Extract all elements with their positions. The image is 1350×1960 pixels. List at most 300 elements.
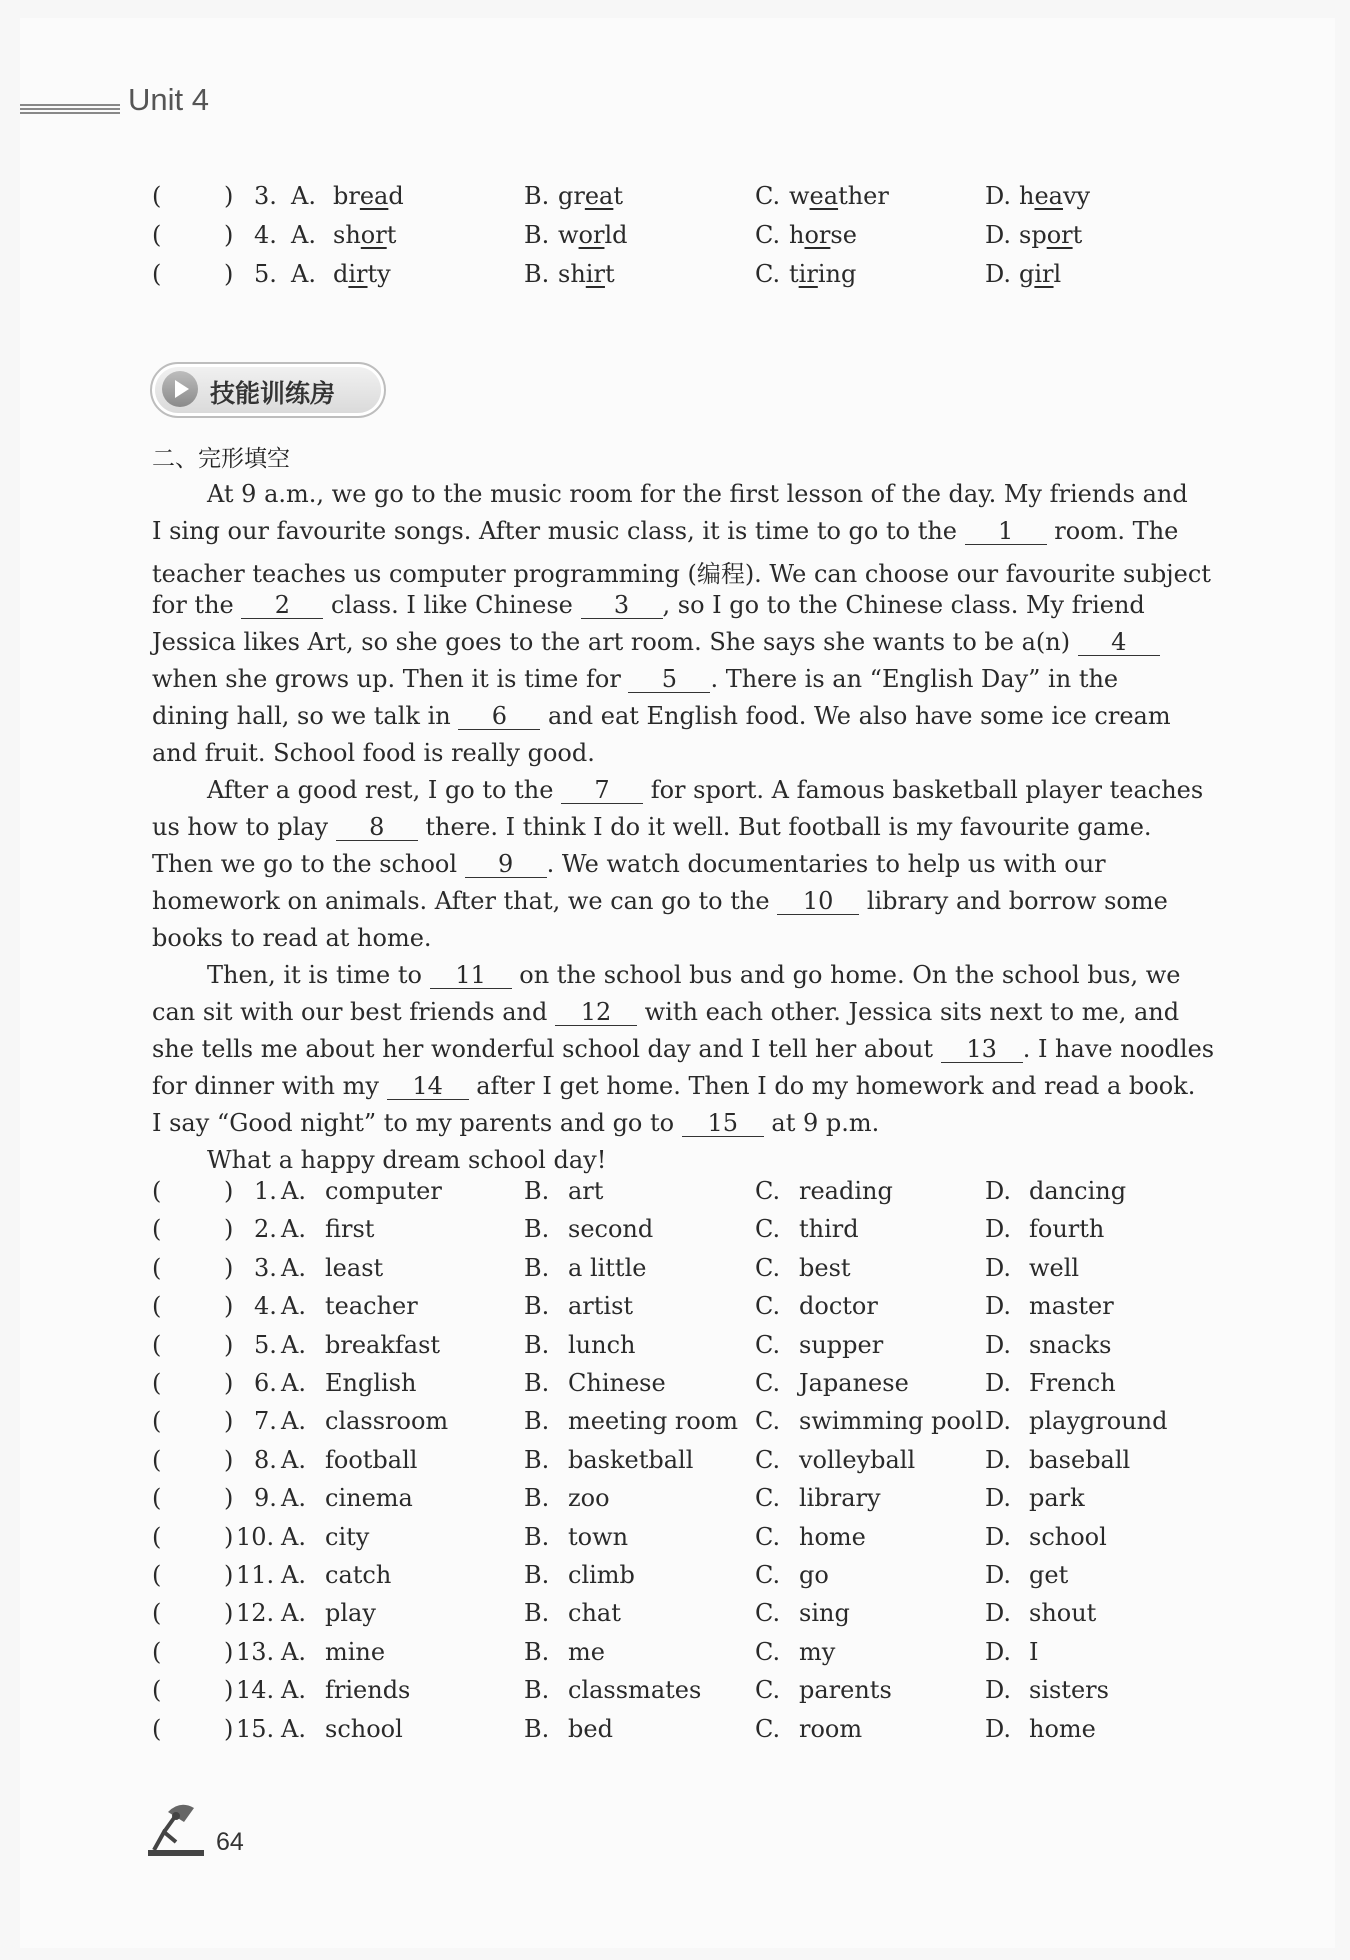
- option-text: meeting room: [568, 1407, 739, 1436]
- option-letter: A.: [281, 1714, 306, 1743]
- word-part: w: [558, 221, 579, 249]
- option-letter: C.: [755, 1445, 781, 1474]
- answer-paren-close: ): [224, 1407, 234, 1436]
- option-letter: A.: [281, 1253, 306, 1282]
- passage-line: when she grows up. Then it is time for 5 . There is an “English Day” in the: [152, 665, 1119, 693]
- passage-line: Then, it is time to 11 on the school bus and go home. On the school bus, we: [207, 961, 1181, 989]
- option-b[interactable]: [524, 1254, 646, 1282]
- option-d[interactable]: [985, 1638, 1038, 1666]
- option-text: swimming pool: [799, 1407, 984, 1436]
- option-letter: B.: [524, 1253, 550, 1282]
- word-part: t: [613, 182, 624, 210]
- option-letter: B.: [524, 221, 550, 249]
- option-letter: A.: [281, 1292, 306, 1321]
- word-part: t: [386, 221, 397, 249]
- option-letter: A.: [281, 1330, 306, 1359]
- passage-line: homework on animals. After that, we can go to the 10 library and borrow some: [152, 887, 1168, 915]
- blank[interactable]: 5: [628, 666, 710, 693]
- answer-paren-open[interactable]: (: [152, 1676, 162, 1705]
- option-row: [0, 1254, 1350, 1288]
- blank[interactable]: 2: [241, 592, 323, 619]
- option-a[interactable]: [281, 1715, 403, 1743]
- answer-paren-open[interactable]: (: [152, 1522, 162, 1551]
- option-letter: B.: [524, 1177, 550, 1205]
- option-text: Japanese: [799, 1369, 909, 1397]
- underlined-letters: or: [1046, 221, 1073, 249]
- word-part: t: [1072, 221, 1083, 249]
- option-c[interactable]: [755, 1638, 835, 1666]
- passage-line: At 9 a.m., we go to the music room for the first lesson of the day. My friends and: [207, 480, 1188, 508]
- option-c[interactable]: [755, 1561, 829, 1589]
- option-text: go: [799, 1561, 829, 1589]
- answer-paren-open[interactable]: (: [152, 1561, 162, 1589]
- passage-line: Then we go to the school 9 . We watch documentaries to help us with our: [152, 850, 1106, 878]
- option-a: [291, 260, 391, 288]
- option-a[interactable]: [281, 1407, 448, 1435]
- option-text: football: [325, 1445, 418, 1474]
- word-part: l: [1053, 260, 1062, 288]
- option-c[interactable]: [755, 1292, 878, 1320]
- option-row: [0, 1446, 1350, 1480]
- underlined-letters: ea: [584, 182, 614, 210]
- question-number: 9.: [254, 1484, 277, 1513]
- underlined-letters: or: [578, 221, 605, 249]
- blank[interactable]: 11: [430, 962, 512, 989]
- option-row: [0, 1638, 1350, 1672]
- option-d[interactable]: [985, 1523, 1107, 1551]
- option-b: [524, 182, 623, 210]
- option-a[interactable]: [281, 1484, 413, 1512]
- option-text: my: [799, 1637, 836, 1666]
- option-text: teacher: [325, 1292, 418, 1321]
- passage-line: and fruit. School food is really good.: [152, 739, 595, 767]
- option-c: [755, 260, 856, 288]
- option-a[interactable]: [281, 1523, 369, 1551]
- option-text: room: [799, 1714, 863, 1743]
- passage-line: books to read at home.: [152, 924, 432, 952]
- option-c[interactable]: [755, 1407, 983, 1435]
- option-letter: C.: [755, 1215, 781, 1244]
- option-text: parents: [799, 1676, 892, 1705]
- option-text: snacks: [1029, 1330, 1112, 1359]
- option-letter: C.: [755, 1292, 781, 1321]
- option-c[interactable]: [755, 1715, 862, 1743]
- answer-paren-close: ): [224, 1177, 234, 1205]
- option-c[interactable]: [755, 1369, 909, 1397]
- option-text: zoo: [568, 1484, 610, 1513]
- option-letter: D.: [985, 1215, 1012, 1244]
- option-text: artist: [568, 1292, 634, 1321]
- option-letter: C.: [755, 1714, 781, 1743]
- option-letter: A.: [291, 260, 316, 288]
- option-text: lunch: [568, 1330, 636, 1359]
- option-letter: B.: [524, 1292, 550, 1321]
- option-letter: B.: [524, 1561, 550, 1589]
- answer-paren-open[interactable]: (: [152, 221, 162, 249]
- option-letter: A.: [281, 1561, 306, 1589]
- option-d[interactable]: [985, 1254, 1079, 1282]
- answer-paren-close: ): [224, 1215, 234, 1244]
- option-letter: A.: [281, 1407, 306, 1436]
- option-c[interactable]: [755, 1676, 892, 1704]
- option-b[interactable]: [524, 1638, 605, 1666]
- option-letter: D.: [985, 1714, 1012, 1743]
- option-d[interactable]: [985, 1561, 1068, 1589]
- option-text: best: [799, 1253, 851, 1282]
- option-c[interactable]: [755, 1215, 859, 1243]
- option-c: [755, 182, 889, 210]
- option-d[interactable]: [985, 1331, 1111, 1359]
- option-d[interactable]: [985, 1484, 1085, 1512]
- option-row: [0, 1715, 1350, 1749]
- option-letter: D.: [985, 1177, 1012, 1205]
- word-part: sh: [333, 221, 361, 249]
- option-letter: A.: [281, 1369, 306, 1397]
- play-icon: [162, 371, 198, 407]
- option-letter: D.: [985, 221, 1012, 249]
- answer-paren-open[interactable]: (: [152, 1714, 162, 1743]
- option-letter: D.: [985, 1522, 1012, 1551]
- option-c[interactable]: [755, 1599, 850, 1627]
- section-title: 二、完形填空: [152, 446, 290, 472]
- option-b[interactable]: [524, 1331, 636, 1359]
- option-c[interactable]: [755, 1446, 915, 1474]
- question-number: 11.: [236, 1561, 275, 1589]
- underlined-letters: ir: [585, 260, 605, 288]
- word-part: ty: [367, 260, 391, 288]
- blank[interactable]: 7: [561, 777, 643, 804]
- option-b: [524, 260, 615, 288]
- option-text: well: [1029, 1253, 1080, 1282]
- option-text: basketball: [568, 1445, 694, 1474]
- option-text: classroom: [325, 1407, 449, 1436]
- passage-line: I sing our favourite songs. After music class, it is time to go to the 1 room. The: [152, 517, 1179, 545]
- option-text: library: [799, 1484, 881, 1513]
- option-text: school: [325, 1714, 403, 1743]
- question-row: [0, 260, 1350, 294]
- option-d[interactable]: [985, 1407, 1167, 1435]
- answer-paren-open[interactable]: (: [152, 1177, 162, 1205]
- option-d[interactable]: [985, 1676, 1109, 1704]
- underlined-letters: or: [804, 221, 831, 249]
- option-a[interactable]: [281, 1446, 417, 1474]
- option-a[interactable]: [281, 1561, 391, 1589]
- option-a: [291, 221, 396, 249]
- question-number: 7.: [254, 1407, 277, 1436]
- question-number: 2.: [254, 1215, 277, 1244]
- option-b[interactable]: [524, 1292, 633, 1320]
- option-a[interactable]: [281, 1177, 442, 1205]
- option-a[interactable]: [281, 1331, 440, 1359]
- unit-title: Unit 4: [128, 82, 209, 117]
- option-text: I: [1029, 1637, 1039, 1666]
- answer-paren-close: ): [224, 221, 234, 249]
- option-letter: D.: [985, 1637, 1012, 1666]
- option-text: sing: [799, 1599, 850, 1628]
- option-text: Chinese: [568, 1369, 666, 1397]
- desk-lamp-icon: [146, 1800, 206, 1858]
- option-b[interactable]: [524, 1215, 653, 1243]
- passage-line: I say “Good night” to my parents and go to 15 at 9 p.m.: [152, 1109, 880, 1137]
- option-a[interactable]: [281, 1676, 410, 1704]
- option-letter: D.: [985, 260, 1012, 288]
- blank[interactable]: 4: [1078, 629, 1160, 656]
- word-part: t: [789, 260, 799, 288]
- option-b[interactable]: [524, 1715, 613, 1743]
- option-text: breakfast: [325, 1330, 441, 1359]
- option-letter: B.: [524, 1369, 550, 1397]
- option-a[interactable]: [281, 1292, 418, 1320]
- option-text: dancing: [1029, 1177, 1127, 1205]
- option-letter: B.: [524, 182, 550, 210]
- word-part: w: [789, 182, 810, 210]
- answer-paren-open[interactable]: (: [152, 1484, 162, 1513]
- blank[interactable]: 3: [581, 592, 663, 619]
- option-b[interactable]: [524, 1407, 738, 1435]
- answer-paren-close: ): [224, 1637, 234, 1666]
- option-text: bed: [568, 1714, 613, 1743]
- option-b[interactable]: [524, 1177, 603, 1205]
- word-part: sp: [1019, 221, 1047, 249]
- answer-paren-close: ): [224, 1253, 234, 1282]
- option-letter: B.: [524, 1215, 550, 1244]
- answer-paren-open[interactable]: (: [152, 1253, 162, 1282]
- blank[interactable]: 8: [336, 814, 418, 841]
- word-part: d: [388, 182, 404, 210]
- option-c[interactable]: [755, 1177, 893, 1205]
- option-letter: A.: [281, 1445, 306, 1474]
- answer-paren-close: ): [224, 1330, 234, 1359]
- question-number: 3.: [254, 182, 277, 210]
- answer-paren-close: ): [224, 1369, 234, 1397]
- option-text: climb: [568, 1561, 635, 1589]
- option-d: [985, 182, 1090, 210]
- question-number: 4.: [254, 221, 277, 249]
- question-row: [0, 221, 1350, 255]
- answer-paren-open[interactable]: (: [152, 1369, 162, 1397]
- answer-paren-close: ): [224, 182, 234, 210]
- option-a: [291, 182, 404, 210]
- passage-line: Jessica likes Art, so she goes to the art room. She says she wants to be a(n) 4: [152, 628, 1162, 656]
- answer-paren-open[interactable]: (: [152, 1599, 162, 1628]
- option-letter: C.: [755, 1177, 781, 1205]
- option-letter: D.: [985, 1253, 1012, 1282]
- passage-line: dining hall, so we talk in 6 and eat English food. We also have some ice cream: [152, 702, 1171, 730]
- underlined-letters: ea: [359, 182, 389, 210]
- option-a[interactable]: [281, 1638, 385, 1666]
- option-letter: D.: [985, 1369, 1012, 1397]
- option-letter: B.: [524, 260, 550, 288]
- option-b[interactable]: [524, 1676, 701, 1704]
- option-row: [0, 1523, 1350, 1557]
- option-letter: B.: [524, 1407, 550, 1436]
- option-a[interactable]: [281, 1215, 374, 1243]
- option-a[interactable]: [281, 1599, 376, 1627]
- option-c[interactable]: [755, 1484, 881, 1512]
- option-text: me: [568, 1637, 605, 1666]
- option-text: computer: [325, 1177, 442, 1205]
- word-part: gr: [558, 182, 585, 210]
- option-letter: D.: [985, 1330, 1012, 1359]
- blank[interactable]: 13: [941, 1036, 1023, 1063]
- option-letter: A.: [291, 182, 316, 210]
- question-row: [0, 182, 1350, 216]
- option-c[interactable]: [755, 1254, 851, 1282]
- option-d[interactable]: [985, 1292, 1114, 1320]
- passage-line: What a happy dream school day!: [207, 1146, 607, 1174]
- option-letter: D.: [985, 1484, 1012, 1513]
- word-part: sh: [558, 260, 586, 288]
- section-badge-label: 技能训练房: [210, 379, 336, 408]
- option-row: [0, 1292, 1350, 1326]
- option-a[interactable]: [281, 1369, 416, 1397]
- option-row: [0, 1561, 1350, 1595]
- option-text: doctor: [799, 1292, 878, 1321]
- option-d[interactable]: [985, 1599, 1096, 1627]
- blank[interactable]: 10: [777, 888, 859, 915]
- passage-line: can sit with our best friends and 12 with each other. Jessica sits next to me, and: [152, 998, 1180, 1026]
- word-part: ther: [838, 182, 889, 210]
- option-d[interactable]: [985, 1177, 1126, 1205]
- answer-paren-open[interactable]: (: [152, 1445, 162, 1474]
- option-b[interactable]: [524, 1446, 693, 1474]
- option-text: reading: [799, 1177, 893, 1205]
- option-letter: C.: [755, 1407, 781, 1436]
- option-letter: C.: [755, 1522, 781, 1551]
- option-text: least: [325, 1253, 384, 1282]
- option-text: baseball: [1029, 1445, 1131, 1474]
- option-text: a little: [568, 1253, 647, 1282]
- option-letter: D.: [985, 182, 1012, 210]
- option-text: fourth: [1029, 1215, 1105, 1244]
- question-number: 10.: [236, 1522, 275, 1551]
- option-c[interactable]: [755, 1331, 883, 1359]
- blank[interactable]: 9: [465, 851, 547, 878]
- option-b[interactable]: [524, 1561, 635, 1589]
- answer-paren-close: ): [224, 1561, 234, 1589]
- option-letter: C.: [755, 1484, 781, 1513]
- underlined-letters: ir: [798, 260, 818, 288]
- option-b[interactable]: [524, 1523, 628, 1551]
- option-row: [0, 1484, 1350, 1518]
- answer-paren-open[interactable]: (: [152, 1330, 162, 1359]
- option-letter: A.: [281, 1599, 306, 1628]
- option-text: cinema: [325, 1484, 413, 1513]
- option-letter: C.: [755, 1676, 781, 1705]
- option-letter: D.: [985, 1599, 1012, 1628]
- option-letter: C.: [755, 1561, 781, 1589]
- answer-paren-open[interactable]: (: [152, 1292, 162, 1321]
- option-text: get: [1029, 1561, 1069, 1589]
- option-text: friends: [325, 1676, 411, 1705]
- blank[interactable]: 6: [458, 703, 540, 730]
- option-d[interactable]: [985, 1369, 1116, 1397]
- option-letter: B.: [524, 1599, 550, 1628]
- page-number: 64: [216, 1828, 244, 1856]
- option-d[interactable]: [985, 1715, 1096, 1743]
- option-text: play: [325, 1599, 376, 1628]
- option-letter: A.: [281, 1484, 306, 1513]
- option-letter: B.: [524, 1714, 550, 1743]
- option-text: French: [1029, 1369, 1116, 1397]
- option-text: volleyball: [799, 1445, 916, 1474]
- answer-paren-close: ): [224, 1292, 234, 1321]
- blank[interactable]: 14: [387, 1073, 469, 1100]
- option-letter: B.: [524, 1637, 550, 1666]
- answer-paren-open[interactable]: (: [152, 1407, 162, 1436]
- option-text: city: [325, 1522, 370, 1551]
- option-text: sisters: [1029, 1676, 1109, 1705]
- option-letter: B.: [524, 1522, 550, 1551]
- answer-paren-close: ): [224, 1522, 234, 1551]
- option-text: town: [568, 1522, 629, 1551]
- option-text: third: [799, 1215, 859, 1244]
- question-number: 5.: [254, 1330, 277, 1359]
- option-letter: A.: [281, 1522, 306, 1551]
- option-letter: D.: [985, 1292, 1012, 1321]
- option-text: school: [1029, 1522, 1107, 1551]
- word-part: h: [789, 221, 805, 249]
- option-text: shout: [1029, 1599, 1097, 1628]
- word-part: vy: [1062, 182, 1091, 210]
- option-text: chat: [568, 1599, 621, 1628]
- option-text: catch: [325, 1561, 392, 1589]
- answer-paren-close: ): [224, 1599, 234, 1628]
- answer-paren-open[interactable]: (: [152, 260, 162, 288]
- option-a[interactable]: [281, 1254, 383, 1282]
- answer-paren-open[interactable]: (: [152, 1215, 162, 1244]
- question-number: 13.: [236, 1637, 275, 1666]
- option-letter: C.: [755, 182, 781, 210]
- option-text: supper: [799, 1330, 884, 1359]
- option-row: [0, 1407, 1350, 1441]
- option-letter: B.: [524, 1676, 550, 1705]
- section-badge: [150, 362, 386, 418]
- passage-line: for dinner with my 14 after I get home. Then I do my homework and read a book.: [152, 1072, 1196, 1100]
- word-part: br: [333, 182, 360, 210]
- option-row: [0, 1369, 1350, 1403]
- option-row: [0, 1676, 1350, 1710]
- word-part: t: [604, 260, 615, 288]
- option-d[interactable]: [985, 1446, 1130, 1474]
- blank[interactable]: 12: [555, 999, 637, 1026]
- option-letter: C.: [755, 1599, 781, 1628]
- option-row: [0, 1331, 1350, 1365]
- option-b[interactable]: [524, 1369, 666, 1397]
- option-d[interactable]: [985, 1215, 1104, 1243]
- option-letter: C.: [755, 221, 781, 249]
- option-row: [0, 1177, 1350, 1211]
- option-letter: A.: [291, 221, 316, 249]
- option-b[interactable]: [524, 1484, 610, 1512]
- option-row: [0, 1215, 1350, 1249]
- option-b[interactable]: [524, 1599, 621, 1627]
- option-text: English: [325, 1369, 417, 1397]
- blank[interactable]: 1: [965, 518, 1047, 545]
- option-letter: C.: [755, 260, 781, 288]
- answer-paren-close: ): [224, 1484, 234, 1513]
- blank[interactable]: 15: [682, 1110, 764, 1137]
- answer-paren-open[interactable]: (: [152, 1637, 162, 1666]
- answer-paren-close: ): [224, 1714, 234, 1743]
- question-number: 4.: [254, 1292, 277, 1321]
- answer-paren-open[interactable]: (: [152, 182, 162, 210]
- underlined-letters: ir: [1034, 260, 1054, 288]
- answer-paren-close: ): [224, 1676, 234, 1705]
- option-c[interactable]: [755, 1523, 866, 1551]
- word-part: ld: [604, 221, 628, 249]
- underlined-letters: ea: [1034, 182, 1063, 210]
